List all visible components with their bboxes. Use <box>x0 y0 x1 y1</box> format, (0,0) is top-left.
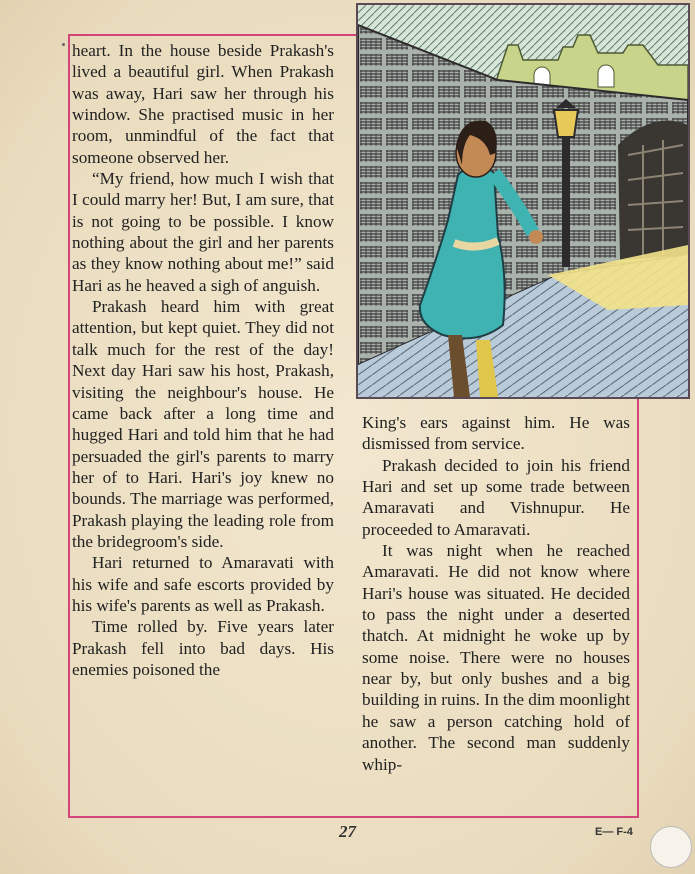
man-walking-by-fort-wall-icon <box>358 5 688 397</box>
story-illustration <box>356 3 690 399</box>
text-frame-bottom <box>68 816 639 818</box>
catalog-code: E— F-4 <box>595 826 633 838</box>
left-paragraph: “My friend, how much I wish that I could marry her! But, I am sure, that is not going to be possible. I know nothing about the girl and her parents as they know nothing about me!” said Hari as he heaved a sigh of anguish. <box>72 169 334 295</box>
right-paragraph: It was night when he reached Amaravati. He did not know where Hari's house was situated. He decided to pass the night under a deserted thatch. At midnight he woke up by some noise. There were no houses near by, but only bushes and a big building in ruins. In the dim moonlight he saw a person catching hold of another. The second man suddenly whip- <box>362 541 630 774</box>
text-frame-right <box>637 398 639 818</box>
left-paragraph: Time rolled by. Five years later Prakash fell into bad days. His enemies poisoned the <box>72 617 334 679</box>
left-paragraph: Hari returned to Amaravati with his wife and safe escorts provided by his wife's parents as well as Prakash. <box>72 553 334 615</box>
library-stamp-icon <box>650 826 692 868</box>
ink-dot <box>62 43 65 46</box>
page-number: 27 <box>339 822 356 841</box>
right-text-column <box>362 412 630 775</box>
left-paragraph: heart. In the house beside Prakash's lived a beautiful girl. When Prakash was away, Hari saw her through his window. She practised music in her room, unmindful of the fact that someone observed her. <box>72 41 334 167</box>
right-paragraph: King's ears against him. He was dismissed from service. <box>362 413 630 454</box>
left-text-column <box>72 40 334 680</box>
left-paragraph: Prakash heard him with great attention, but kept quiet. They did not talk much for the rest of the day! Next day Hari saw his host, Prakash, visiting the neighbour's house. He came back after a long time and hugged Hari and told him that he had persuaded the girl's parents to marry her of to Hari. Hari's joy knew no bounds. The marriage was performed, Prakash playing the leading role from the bridegroom's side. <box>72 297 334 551</box>
right-paragraph: Prakash decided to join his friend Hari and set up some trade between Amaravati and Vishnupur. He proceeded to Amaravati. <box>362 455 630 539</box>
